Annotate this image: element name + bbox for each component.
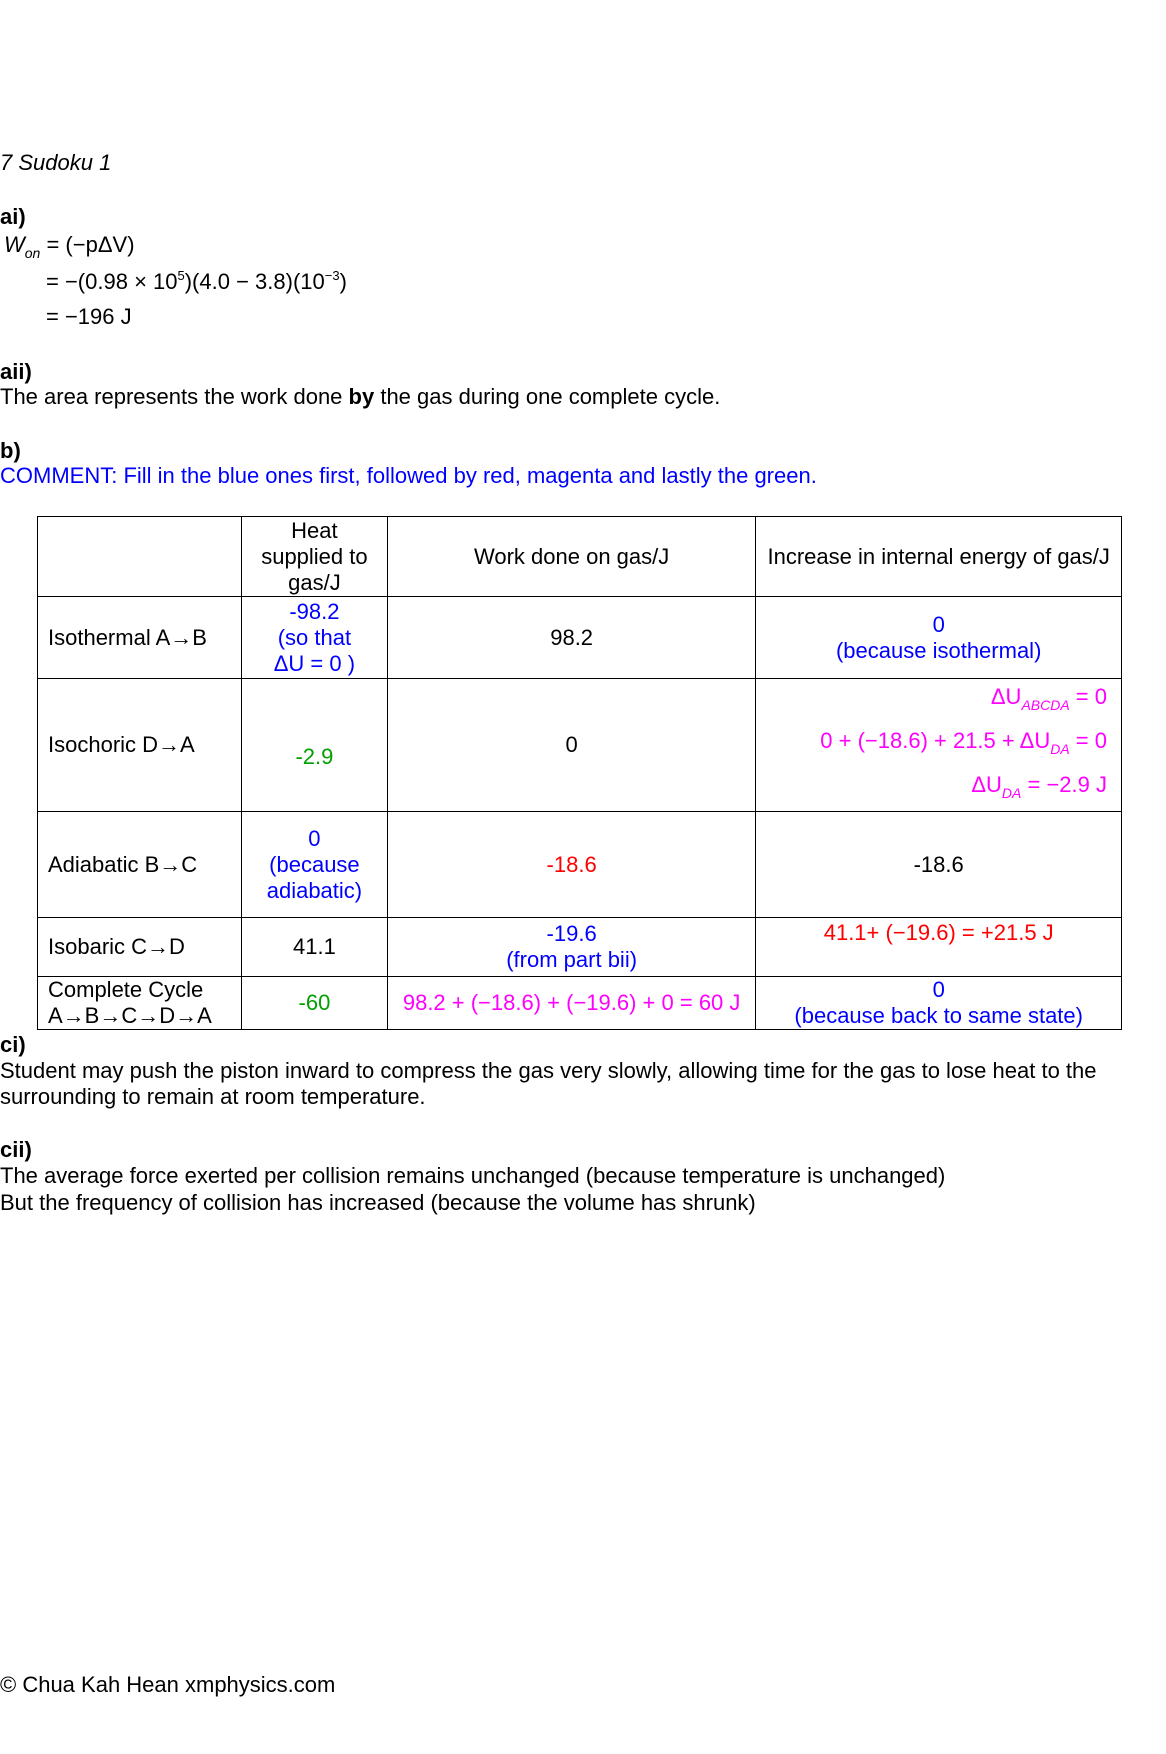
table-row-isochoric <box>38 679 1122 812</box>
table-header-row <box>38 517 1122 597</box>
ai-equation-line-3: = −196 J <box>46 304 132 329</box>
du-cell: $\Delta U_{ABCDA} = 0$ $0 + (-18.6) + 21.5 + \Delta U_{DA} = 0$ $\Delta U_{DA} = -2.9$ J <box>756 679 1122 812</box>
table-row-cycle <box>38 977 1122 1030</box>
table-row-adiabatic <box>38 812 1122 918</box>
row-label: Complete Cycle A→B→C→D→A <box>38 977 242 1030</box>
du-cell: 41.1+ (−19.6) = +21.5 J <box>756 918 1122 977</box>
ai-equation-line-2: = $-(0.98 \times 10^5)(4.0 - 3.8)(10^{-3})$ <box>46 268 347 294</box>
cii-heading: cii) <box>0 1137 32 1162</box>
heat-cell: 41.1 <box>241 918 387 977</box>
header-du: Increase in internal energy of gas/J <box>756 517 1122 597</box>
work-cell: 0 <box>387 679 756 812</box>
ci-heading: ci) <box>0 1032 26 1057</box>
row-label: Isochoric D→A <box>38 679 242 812</box>
du-cell: -18.6 <box>756 812 1122 918</box>
heat-cell: 0 (because adiabatic) <box>241 812 387 918</box>
cii-line-2: But the frequency of collision has increased (because the volume has shrunk) <box>0 1190 756 1215</box>
aii-heading: aii) <box>0 359 32 384</box>
b-heading: b) <box>0 438 21 463</box>
page-title: 7 Sudoku 1 <box>0 150 112 175</box>
row-label: Isobaric C→D <box>38 918 242 977</box>
heat-cell: -60 <box>241 977 387 1030</box>
ai-heading: ai) <box>0 204 26 229</box>
energy-table <box>37 516 1122 1030</box>
cii-line-1: The average force exerted per collision remains unchanged (because temperature is unchanged) <box>0 1163 946 1188</box>
du-cell: 0 (because back to same state) <box>756 977 1122 1030</box>
work-cell: -19.6 (from part bii) <box>387 918 756 977</box>
table-row-isothermal <box>38 597 1122 679</box>
aii-text: The area represents the work done by the gas during one complete cycle. <box>0 384 721 409</box>
row-label: Isothermal A→B <box>38 597 242 679</box>
work-cell: 98.2 + (−18.6) + (−19.6) + 0 = 60 J <box>387 977 756 1030</box>
ai-equation-line-1: $W_{on} = (-p\Delta V)$ <box>4 232 135 261</box>
work-cell: 98.2 <box>387 597 756 679</box>
du-cell: 0 (because isothermal) <box>756 597 1122 679</box>
header-empty <box>38 517 242 597</box>
header-work: Work done on gas/J <box>387 517 756 597</box>
b-comment: COMMENT: Fill in the blue ones first, followed by red, magenta and lastly the green. <box>0 463 817 488</box>
heat-cell: -2.9 <box>241 679 387 812</box>
row-label: Adiabatic B→C <box>38 812 242 918</box>
table-row-isobaric <box>38 918 1122 977</box>
footer-copyright: © Chua Kah Hean xmphysics.com <box>0 1672 336 1697</box>
heat-cell: -98.2 (so that ΔU = 0 ) <box>241 597 387 679</box>
ci-text: Student may push the piston inward to compress the gas very slowly, allowing time for the gas to lose heat to the surrounding to remain at room temperature. <box>0 1058 1097 1109</box>
work-cell: -18.6 <box>387 812 756 918</box>
header-heat: Heat supplied to gas/J <box>241 517 387 597</box>
